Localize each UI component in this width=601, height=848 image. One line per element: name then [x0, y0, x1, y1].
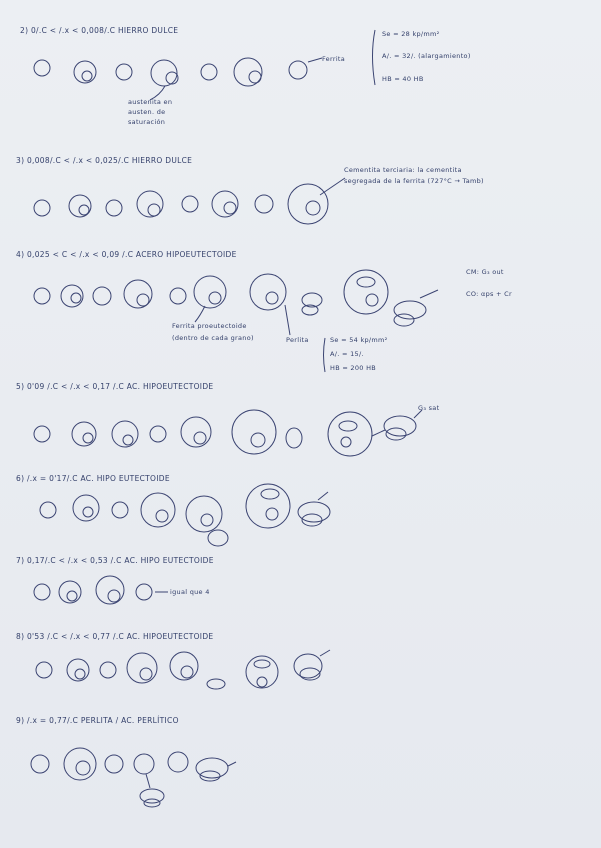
perlita-label: Perlita [286, 336, 309, 344]
grain-sequence-9 [31, 748, 236, 807]
props1-hb: HB = 40 HB [382, 75, 424, 83]
section-heading-2: 2) 0/.C < /.x < 0,008/.C HIERRO DULCE [20, 26, 179, 35]
ferrita-pro-note-1: Ferrita proeutectoide [172, 322, 247, 330]
grain-sequence-8 [36, 650, 330, 689]
section-heading-8: 8) 0'53 /.C < /.x < 0,77 /.C AC. HIPOEUTECTOIDE [16, 632, 214, 641]
austenita-note-1: austenita en [128, 98, 173, 106]
section-heading-4: 4) 0,025 < C < /.x < 0,09 /.C ACERO HIPOEUTECTOIDE [16, 250, 237, 259]
co-note: CO: αps + Cr [466, 290, 512, 298]
section-heading-5: 5) 0'09 /.C < /.x < 0,17 /.C AC. HIPOEUTECTOIDE [16, 382, 214, 391]
igual-label: igual que 4 [170, 588, 210, 596]
grain-sequence-7 [34, 576, 168, 604]
ferrita-pro-note-2: (dentro de cada grano) [172, 334, 254, 342]
section-heading-7: 7) 0,17/.C < /.x < 0,53 /.C AC. HIPO EUTECTOIDE [16, 556, 214, 565]
props2-hb: HB = 200 HB [330, 364, 377, 372]
cementita-note-2: segregada de la ferrita (727°C → Tamb) [344, 177, 484, 185]
grain-sequence-5 [34, 410, 422, 456]
props2-a: A/. = 15/. [330, 350, 364, 358]
austenita-note-3: saturación [128, 118, 166, 126]
props2-se: Se = 54 kp/mm² [330, 336, 388, 344]
grain-sequence-3 [34, 178, 345, 224]
section-heading-3: 3) 0,008/.C < /.x < 0,025/.C HIERRO DULCE [16, 156, 193, 165]
austenita-note-2: austen. de [128, 108, 166, 116]
ferrita-label: Ferrita [322, 55, 346, 63]
cm-note: CM: G₃ out [466, 268, 504, 276]
cementita-note-1: Cementita terciaria: la cementita [344, 166, 462, 174]
gsat-label-5: G₃ sat [418, 404, 440, 412]
grain-sequence-6 [40, 484, 330, 546]
section-heading-9: 9) /.x = 0,77/.C PERLITA / AC. PERLÍTICO [16, 716, 179, 725]
props1-a: A/. = 32/. (alargamiento) [382, 52, 471, 60]
grain-sequence-4 [34, 270, 438, 372]
section-heading-6: 6) /.x = 0'17/.C AC. HIPO EUTECTOIDE [16, 474, 170, 483]
grain-sequence-2 [34, 30, 375, 100]
props1-se: Se = 28 kp/mm² [382, 30, 440, 38]
